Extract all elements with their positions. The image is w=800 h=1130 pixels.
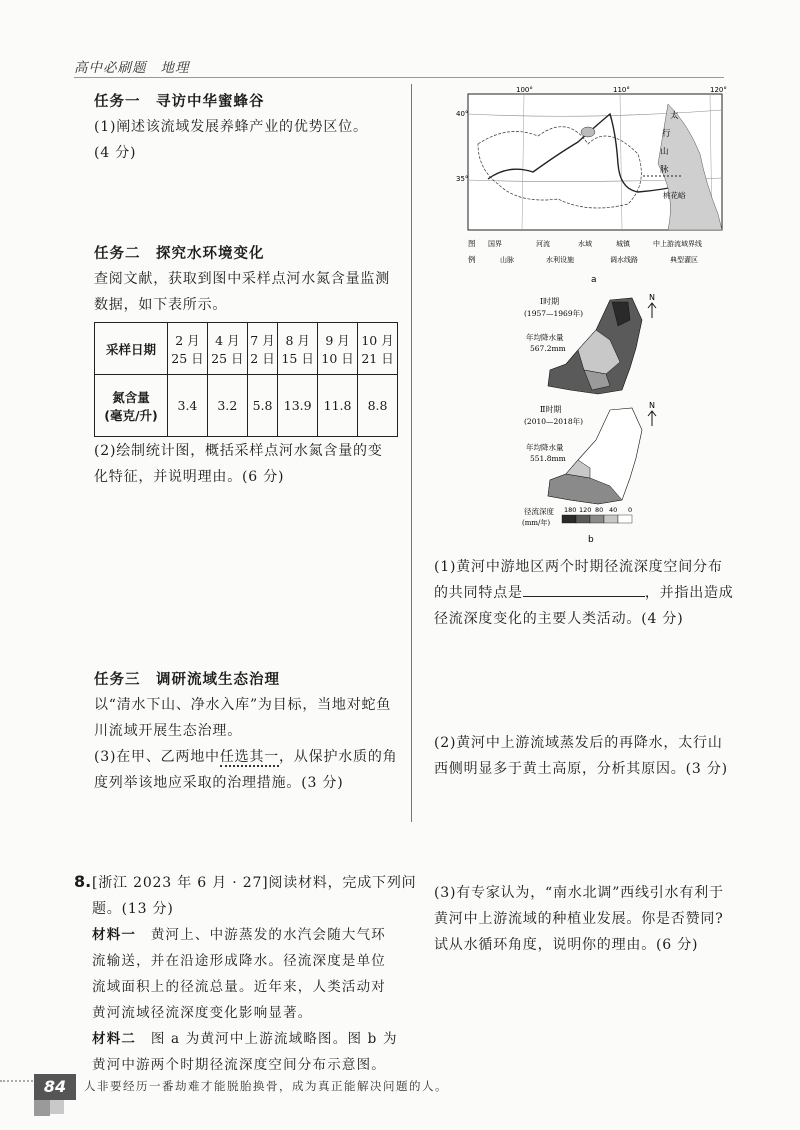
legend-tick: 180 [564, 506, 577, 514]
mountain-label: 行 [662, 129, 671, 139]
legend-tick: 40 [609, 506, 618, 514]
table-cell-value: 13.9 [278, 375, 318, 437]
page-decoration [34, 1100, 50, 1116]
period2-precip-value: 551.8mm [530, 454, 566, 463]
map-b [500, 290, 680, 548]
table-row-values [95, 375, 398, 437]
table-cell-date: 4 月 25 日 [207, 323, 247, 375]
north-arrow-icon [648, 411, 656, 426]
period1-title: Ⅰ时期 [540, 297, 560, 306]
legend-item: 中上游流域界线 [653, 240, 702, 248]
legend-tick: 0 [628, 506, 633, 514]
running-header [74, 56, 190, 76]
legend-item: 水域 [578, 240, 592, 248]
question-number: 8. [74, 872, 92, 891]
period2-years: (2010—2018年) [524, 417, 584, 426]
task3-q3-line1: (3)在甲、乙两地中任选其一，从保护水质的角 [94, 749, 398, 765]
table-cell-value: 11.8 [318, 375, 358, 437]
emphasis-dotted: 任选其一 [219, 749, 280, 765]
page-decoration [50, 1100, 64, 1114]
right-q3-line3: 试从水循环角度，说明你的理由。(6 分) [434, 937, 699, 953]
subject-title: 地理 [160, 60, 190, 76]
material1-line2: 流输送，并在沿途形成降水。径流深度是单位 [92, 953, 386, 969]
period1-precip-value: 567.2mm [530, 344, 566, 353]
legend-item: 城镇 [616, 240, 630, 248]
lat-label: 35° [456, 175, 469, 183]
table-cell-date: 8 月 15 日 [278, 323, 318, 375]
header-rule [74, 77, 724, 78]
map-b-caption: b [588, 535, 594, 545]
mountain-label: 太 [670, 111, 679, 121]
runoff-legend-unit: (mm/年) [522, 519, 551, 527]
task1-q1-line1: (1)阐述该流域发展养蜂产业的优势区位。 [94, 119, 368, 135]
task3-title: 任务三 调研流域生态治理 [94, 672, 280, 688]
legend-item: 水利设施 [546, 256, 574, 264]
table-cell-value: 5.8 [247, 375, 277, 437]
irrigation-area [581, 127, 595, 137]
table-cell-date: 7 月 2 日 [247, 323, 277, 375]
book-title: 高中必刷题 [74, 60, 147, 76]
legend-item: 调水线路 [610, 256, 638, 264]
legend-tick: 120 [579, 506, 592, 514]
table-cell-date: 10 月 21 日 [358, 323, 398, 375]
period2-title: Ⅱ时期 [540, 405, 562, 414]
legend-item: 国界 [488, 240, 502, 248]
material1-line4: 黄河流域径流深度变化影响显著。 [92, 1005, 313, 1021]
runoff-legend-label: 径流深度 [524, 507, 554, 516]
table-row-dates [95, 323, 398, 375]
material2-line1: 材料二 图 a 为黄河中上游流域略图。图 b 为 [92, 1031, 398, 1047]
answer-blank[interactable] [523, 582, 645, 597]
legend-prefix: 例 [468, 255, 476, 264]
material1-label: 材料一 [92, 927, 137, 943]
material2-label: 材料二 [92, 1031, 137, 1047]
right-q2-line1: (2)黄河中上游流域蒸发后的再降水，太行山 [434, 735, 723, 751]
legend-swatch [562, 515, 576, 523]
north-arrow: N [649, 293, 655, 302]
place-taohuayu: 桃花峪 [663, 191, 686, 200]
legend-swatch [618, 515, 632, 523]
mountain-label: 山 [660, 147, 669, 157]
table-header-nitrogen: 氮含量 (毫克/升) [95, 375, 168, 437]
north-arrow: N [649, 401, 655, 410]
period1-years: (1957—1969年) [524, 309, 584, 318]
right-q3-line1: (3)有专家认为，“南水北调”西线引水有利于 [434, 885, 724, 901]
page-number: 84 [34, 1074, 76, 1100]
task1-title: 任务一 寻访中华蜜蜂谷 [94, 94, 265, 110]
task3-intro-line2: 川流域开展生态治理。 [94, 723, 242, 739]
mountain-label: 脉 [660, 165, 669, 175]
task1-q1-line2: (4 分) [94, 145, 137, 161]
material1-line1: 材料一 黄河上、中游蒸发的水汽会随大气环 [92, 927, 387, 943]
legend-item: 山脉 [500, 256, 514, 264]
legend-item: 典型灌区 [670, 256, 698, 264]
legend-item: 河流 [536, 240, 550, 248]
question8-source-line1: [浙江 2023 年 6 月 · 27]阅读材料，完成下列问 [92, 875, 417, 891]
column-divider [411, 84, 412, 822]
task2-intro-line1: 查阅文献，获取到图中采样点河水氮含量监测 [94, 271, 390, 287]
table-cell-date: 2 月 25 日 [168, 323, 208, 375]
legend-swatch [576, 515, 590, 523]
table-cell-date: 9 月 10 日 [318, 323, 358, 375]
task2-q2-line1: (2)绘制统计图，概括采样点河水氮含量的变 [94, 443, 383, 459]
lat-label: 40° [456, 110, 469, 118]
task2-intro-line2: 数据，如下表所示。 [94, 297, 228, 313]
legend-swatch [590, 515, 604, 523]
nitrogen-table [94, 322, 398, 437]
legend-prefix: 图 [468, 239, 476, 248]
table-cell-value: 3.4 [168, 375, 208, 437]
right-q3-line2: 黄河中上游流域的种植业发展。你是否赞同? [434, 911, 724, 927]
task3-q3-line2: 度列举该地应采取的治理措施。(3 分) [94, 775, 344, 791]
table-header-date: 采样日期 [95, 323, 168, 375]
legend-swatch [604, 515, 618, 523]
table-cell-value: 3.2 [207, 375, 247, 437]
right-q2-line2: 西侧明显多于黄土高原，分析其原因。(3 分) [434, 761, 728, 777]
question8-source-line2: 题。(13 分) [92, 901, 174, 917]
footer-motto: 人非要经历一番劫难才能脱胎换骨，成为真正能解决问题的人。 [84, 1079, 448, 1093]
task2-title: 任务二 探究水环境变化 [94, 246, 265, 262]
right-q1-line2: 的共同特点是 ，并指出造成 [434, 580, 734, 606]
right-q1-line1: (1)黄河中游地区两个时期径流深度空间分布 [434, 559, 723, 575]
period2-precip-label: 年均降水量 [526, 443, 564, 452]
lon-label: 120° [710, 86, 727, 94]
material2-line2: 黄河中游两个时期径流深度空间分布示意图。 [92, 1057, 386, 1073]
table-cell-value: 8.8 [358, 375, 398, 437]
lon-label: 110° [613, 86, 630, 94]
lon-label: 100° [516, 86, 533, 94]
right-q1-line3: 径流深度变化的主要人类活动。(4 分) [434, 611, 684, 627]
legend-tick: 80 [595, 506, 604, 514]
material1-line3: 流域面积上的径流总量。近年来，人类活动对 [92, 979, 386, 995]
map-a-caption: a [591, 275, 597, 285]
task2-q2-line2: 化特征，并说明理由。(6 分) [94, 469, 285, 485]
task3-intro-line1: 以“清水下山、净水入库”为目标，当地对蛇鱼 [94, 697, 392, 713]
map-a [438, 84, 738, 290]
period1-precip-label: 年均降水量 [526, 333, 564, 342]
north-arrow-icon [648, 303, 656, 318]
